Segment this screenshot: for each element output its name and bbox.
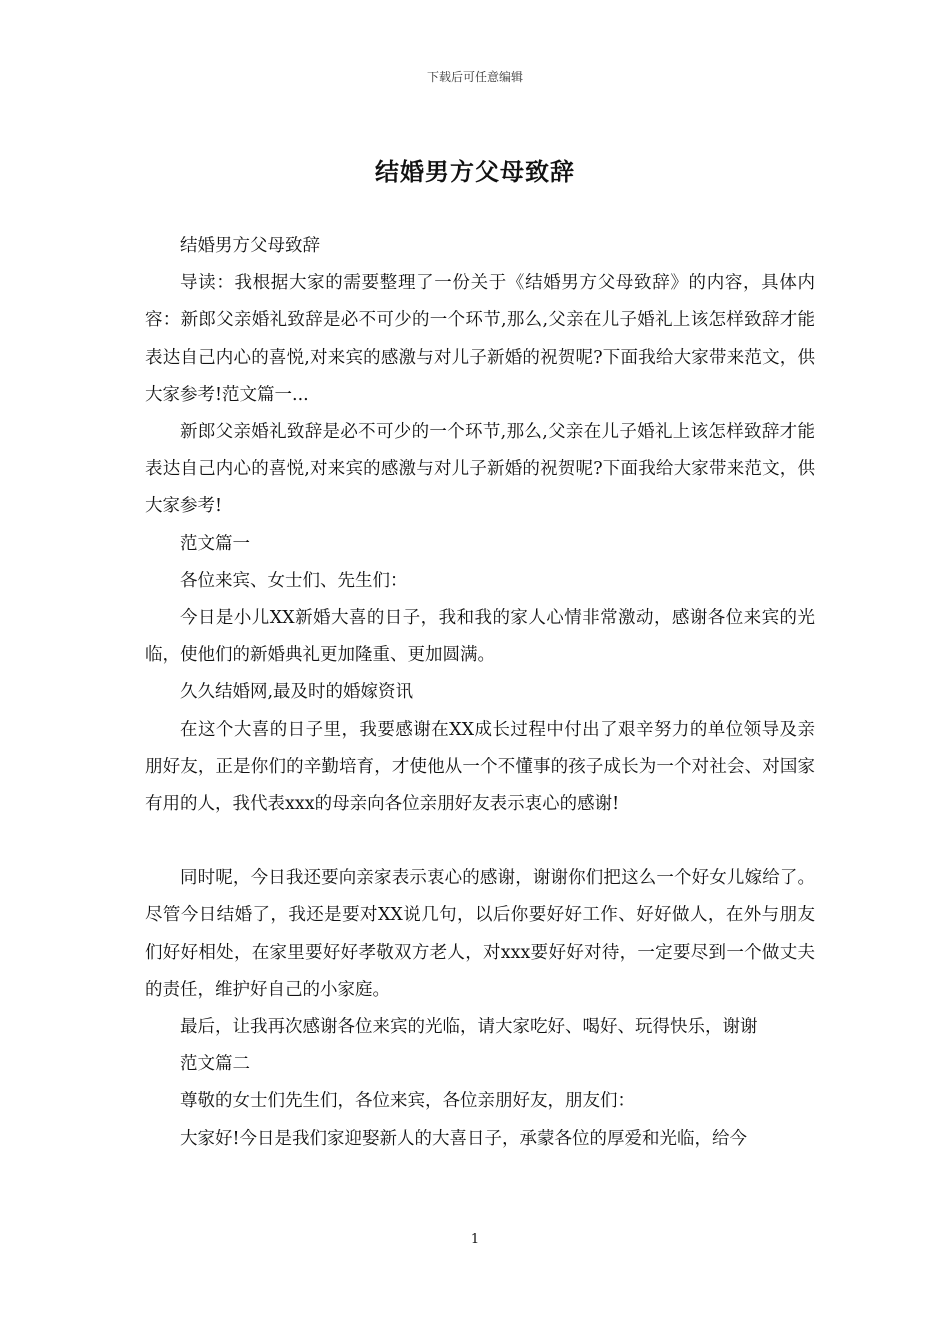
- page-number: 1: [470, 1232, 480, 1247]
- paragraph: 在这个大喜的日子里，我要感谢在XX成长过程中付出了艰辛努力的单位领导及亲朋好友，正是你们的辛勤培育，才使他从一个不懂事的孩子成长为一个对社会、对国家有用的人，我代表xxx的母亲向各位亲朋好友表示衷心的感谢!: [145, 719, 815, 815]
- paragraph: 今日是小儿XX新婚大喜的日子，我和我的家人心情非常激动，感谢各位来宾的光临，使他们的新婚典礼更加隆重、更加圆满。: [145, 608, 815, 666]
- paragraph-spacer: [145, 823, 815, 860]
- paragraph: 结婚男方父母致辞: [180, 236, 320, 256]
- paragraph: 大家好!今日是我们家迎娶新人的大喜日子，承蒙各位的厚爱和光临，给今: [180, 1128, 748, 1149]
- paragraph: 尊敬的女士们先生们，各位来宾，各位亲朋好友，朋友们：: [180, 1091, 635, 1112]
- paragraph: 各位来宾、女士们、先生们：: [180, 570, 408, 591]
- paragraph: 同时呢，今日我还要向亲家表示衷心的感谢，谢谢你们把这么一个好女儿嫁给了。尽管今日结婚了，我还是要对XX说几句，以后你要好好工作、好好做人，在外与朋友们好好相处，在家里要好好孝敬双方老人，对xxx要好好对待，一定要尽到一个做丈夫的责任，维护好自己的小家庭。: [145, 868, 815, 1000]
- paragraph: 导读：我根据大家的需要整理了一份关于《结婚男方父母致辞》的内容，具体内容：新郎父亲婚礼致辞是必不可少的一个环节,那么,父亲在儿子婚礼上该怎样致辞才能表达自己内心的喜悦,对来宾的感激与对儿子新婚的祝贺呢?下面我给大家带来范文，供大家参考!范文篇一...: [145, 273, 815, 405]
- paragraph: 范文篇一: [180, 533, 250, 554]
- document-title: 结婚男方父母致辞: [375, 157, 575, 186]
- paragraph: 久久结婚网,最及时的婚嫁资讯: [180, 682, 414, 703]
- page-header: 下载后可任意编辑: [426, 70, 523, 84]
- paragraph: 最后，让我再次感谢各位来宾的光临，请大家吃好、喝好、玩得快乐，谢谢: [180, 1017, 758, 1038]
- paragraph: 范文篇二: [180, 1054, 250, 1075]
- paragraph: 新郎父亲婚礼致辞是必不可少的一个环节,那么,父亲在儿子婚礼上该怎样致辞才能表达自己内心的喜悦,对来宾的感激与对儿子新婚的祝贺呢?下面我给大家带来范文，供大家参考!: [145, 422, 815, 517]
- document-body: [145, 228, 815, 1158]
